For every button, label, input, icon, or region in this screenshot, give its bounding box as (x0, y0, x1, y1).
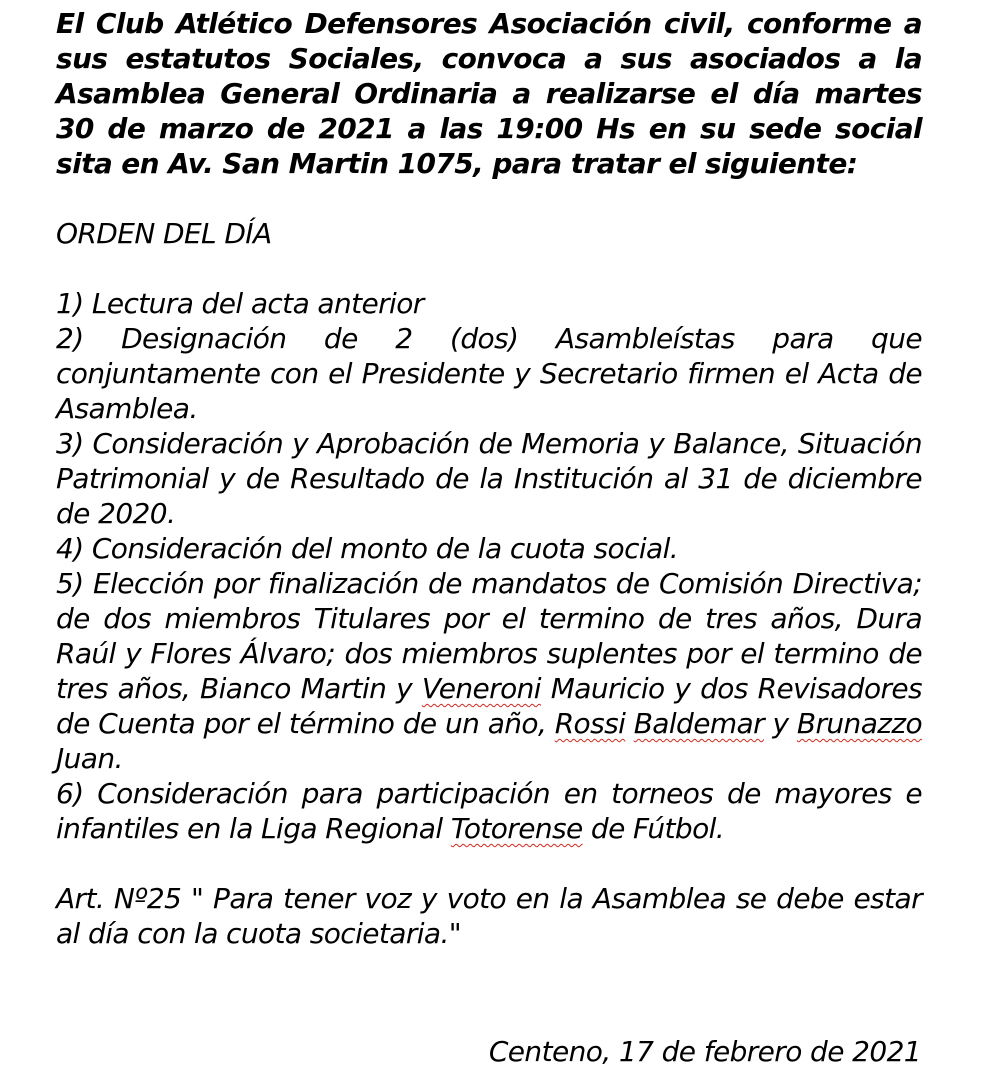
agenda-item-5 (56, 566, 922, 776)
agenda-item-1: 1) Lectura del acta anterior (56, 287, 424, 320)
spellcheck-word: Baldemar (633, 707, 764, 740)
agenda-item-6 (56, 776, 922, 846)
spellcheck-word: Brunazzo (796, 707, 922, 740)
spacer (56, 251, 922, 286)
spellcheck-word: Rossi (554, 707, 626, 740)
agenda-item-2: 2) Designación de 2 (dos) Asambleístas para que conjuntamente con el Presidente y Secretario firmen el Acta de Asamblea. (56, 322, 922, 425)
agenda-item-5-text: Mauricio y dos Revisadores de Cuenta por el término de un año, (56, 672, 923, 740)
spellcheck-word: Totorense (450, 812, 583, 845)
agenda-list (56, 286, 922, 846)
agenda-item-6-text: de Fútbol. (582, 812, 725, 845)
document-body (56, 6, 922, 951)
agenda-item-4: 4) Consideración del monto de la cuota social. (56, 532, 679, 565)
place-date-signature: Centeno, 17 de febrero de 2021 (488, 1035, 921, 1068)
agenda-heading: ORDEN DEL DÍA (56, 217, 272, 250)
agenda-item-5-text: Juan. (56, 742, 123, 775)
agenda-item-5-text (625, 707, 633, 740)
agenda-item-5-text: 5) Elección por finalización de mandatos de Comisión Directiva; de dos miembros Titulares por el termino de tres años, Dura Raúl y Flores Álvaro; dos miembros suplentes por el termino de tres años, Bianco Martin y (56, 567, 922, 705)
spacer (56, 181, 922, 216)
article-quote: Art. Nº25 " Para tener voz y voto en la Asamblea se debe estar al día con la cuota societaria." (56, 882, 922, 950)
spacer (56, 846, 922, 881)
intro-paragraph: El Club Atlético Defensores Asociación civil, conforme a sus estatutos Sociales, convoca a sus asociados a la Asamblea General Ordinaria a realizarse el día martes 30 de marzo de 2021 a las 19:00 Hs en su sede social sita en Av. San Martin 1075, para tratar el siguiente: (56, 7, 922, 180)
agenda-item-5-text: y (764, 707, 797, 740)
spellcheck-word: Veneroni (421, 672, 541, 705)
agenda-item-6-text: 6) Consideración para participación en torneos de mayores e infantiles en la Liga Regional (56, 777, 922, 845)
agenda-item-3: 3) Consideración y Aprobación de Memoria y Balance, Situación Patrimonial y de Resultado de la Institución al 31 de diciembre de 2020. (56, 427, 922, 530)
